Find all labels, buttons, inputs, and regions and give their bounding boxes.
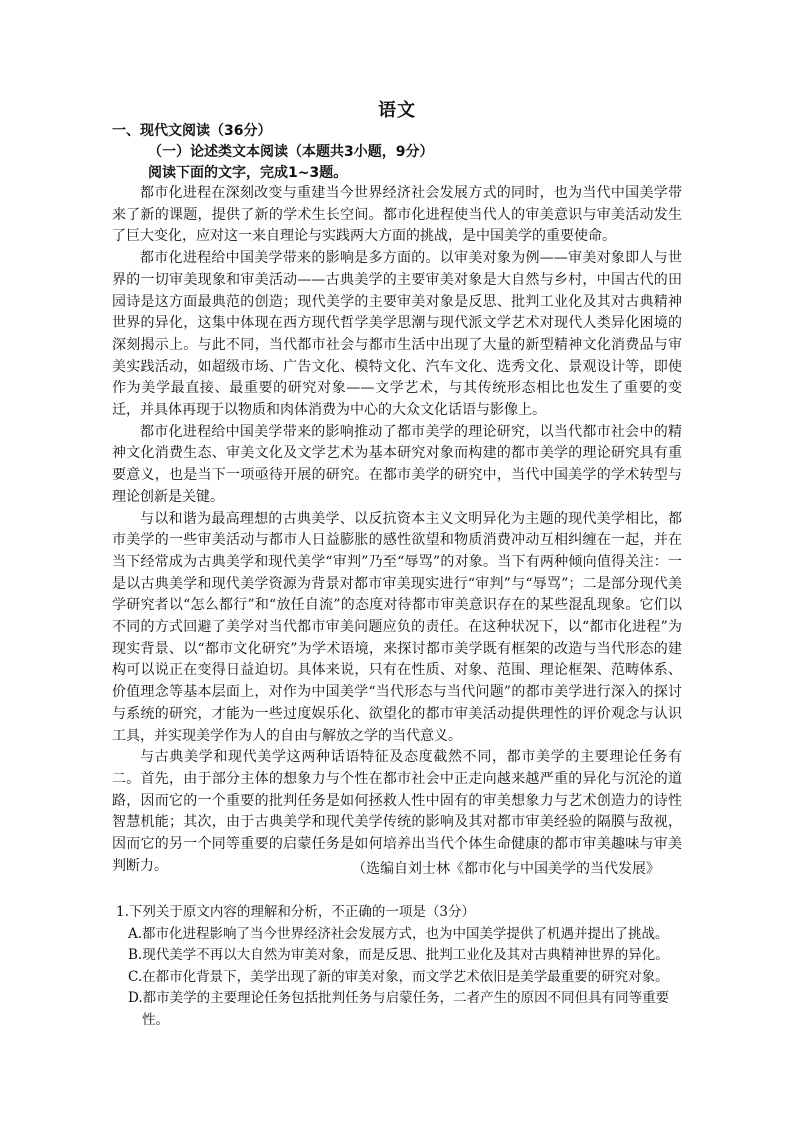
page-title: 语文 — [378, 100, 416, 121]
passage-paragraph: 与古典美学和现代美学这两种话语特征及态度截然不同，都市美学的主要理论任务有二。首先，由于部分主体的想象力与个性在都市社会中正走向越来越严重的异化与沉沦的道路，因而它的一个重要的批判任务是如何拯救人性中固有的审美想象力与艺术创造力的诗性智慧机能；其次，由于古典美学和现代美学传统的影响及其对都市审美经验的隔膜与敌视，因而它的另一个同等重要的启蒙任务是如何培养出当代个体生命健康的都市审美趣味与审美判断力。 — [112, 749, 682, 874]
question-1 — [116, 902, 686, 1032]
question-stem: 1.下列关于原文内容的理解和分析，不正确的一项是（3分） — [116, 904, 475, 920]
option-d: D.都市美学的主要理论任务包括批判任务与启蒙任务，二者产生的原因不同但具有同等重要性。 — [128, 990, 670, 1028]
subsection-heading: （一）论述类文本阅读（本题共3小题，9分） — [148, 144, 434, 160]
passage-paragraph: 都市化进程在深刻改变与重建当今世界经济社会发展方式的同时，也为当代中国美学带来了新的课题，提供了新的学术生长空间。都市化进程使当代人的审美意识与审美活动发生了巨大变化，应对这一来自理论与实践两大方面的挑战，是中国美学的重要使命。 — [112, 185, 682, 245]
section-heading: 一、现代文阅读（36分） — [112, 123, 272, 139]
option-c: C.在都市化背景下，美学出现了新的审美对象，而文学艺术依旧是美学最重要的研究对象。 — [128, 968, 669, 985]
option-b: B.现代美学不再以大自然为审美对象，而是反思、批判工业化及其对古典精神世界的异化。 — [128, 947, 669, 964]
option-a: A.都市化进程影响了当今世界经济社会发展方式，也为中国美学提供了机遇并提出了挑战。 — [128, 925, 669, 942]
passage-source: （选编自刘士林《都市化与中国美学的当代发展》 — [352, 861, 660, 877]
passage-paragraph: 与以和谐为最高理想的古典美学、以反抗资本主义文明异化为主题的现代美学相比，都市美学的一些审美活动与都市人日益膨胀的感性欲望和物质消费冲动互相纠缠在一起，并在当下经常成为古典美学和现代美学“审判”乃至“辱骂”的对象。当下有两种倾向值得关注：一是以古典美学和现代美学资源为背景对都市审美现实进行“审判”与“辱骂”；二是部分现代美学研究者以“怎么都行”和“放任自流”的态度对待都市审美意识存在的某些混乱现象。它们以不同的方式回避了美学对当代都市审美问题应负的责任。在这种状况下，以“都市化进程”为现实背景、以“都市文化研究”为学术语境，来探讨都市美学既有框架的改造与当代形态的建构可以说正在变得日益迫切。具体来说，只有在性质、对象、范围、理论框架、范畴体系、价值理念等基本层面上，对作为中国美学“当代形态与当代问题”的都市美学进行深入的探讨与系统的研究，才能为一些过度娱乐化、欲望化的都市审美活动提供理性的评价观念与认识工具，并实现美学作为人的自由与解放之学的当代意义。 — [112, 510, 682, 744]
passage-paragraph: 都市化进程给中国美学带来的影响是多方面的。以审美对象为例——审美对象即人与世界的一切审美现象和审美活动——古典美学的主要审美对象是大自然与乡村，中国古代的田园诗是这方面最典范的创造；现代美学的主要审美对象是反思、批判工业化及其对古典精神世界的异化，这集中体现在西方现代哲学美学思潮与现代派文学艺术对现代人类异化困境的深刻揭示上。与此不同，当代都市社会与都市生活中出现了大量的新型精神文化消费品与审美实践活动，如超级市场、广告文化、模特文化、汽车文化、选秀文化、景观设计等，即使作为美学最直接、最重要的研究对象——文学艺术，与其传统形态相比也发生了重要的变迁，并具体再现于以物质和肉体消费为中心的大众文化话语与影像上。 — [112, 250, 682, 419]
reading-instruction: 阅读下面的文字，完成1~3题。 — [148, 165, 348, 181]
passage-paragraph: 都市化进程给中国美学带来的影响推动了都市美学的理论研究，以当代都市社会中的精神文化消费生态、审美文化及文学艺术为基本研究对象而构建的都市美学的理论研究具有重要意义，也是当下一项亟待开展的研究。在都市美学的研究中，当代中国美学的学术转型与理论创新是关键。 — [112, 423, 682, 505]
reading-passage — [112, 183, 682, 878]
